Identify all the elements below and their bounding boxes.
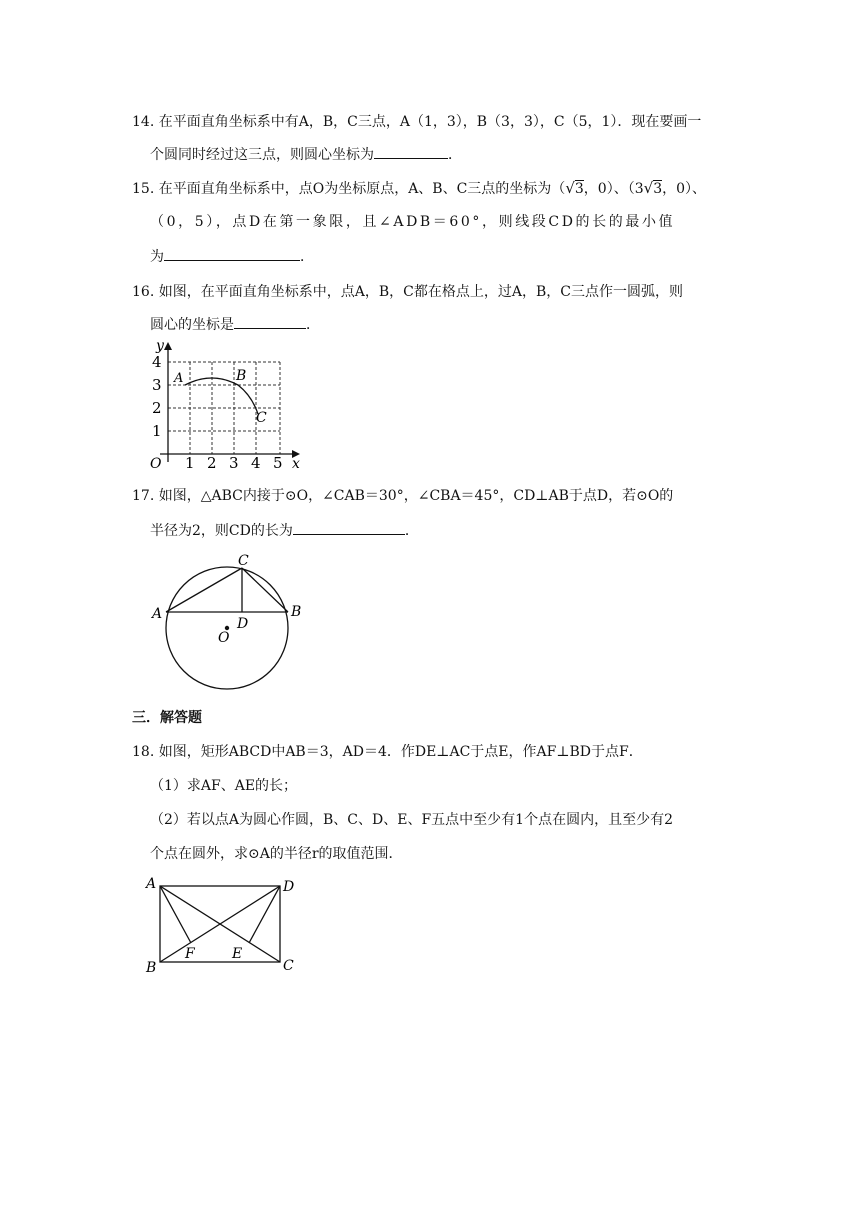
- label-b: B: [146, 960, 157, 976]
- q18-part1-text: （1）求AF、AE的长；: [150, 778, 298, 794]
- q15-line2: [150, 212, 675, 232]
- x-tick-3: 3: [229, 454, 239, 472]
- section-title: [132, 708, 202, 728]
- q14-text-2: 个圆同时经过这三点，则圆心坐标为: [150, 147, 374, 163]
- label-b: B: [291, 604, 302, 620]
- q18-text-1: 如图，矩形ABCD中AB＝3，AD＝4．作DE⊥AC于点E，作AF⊥BD于点F．: [158, 744, 643, 760]
- q17-circle-figure: [148, 552, 308, 692]
- segment-de: [249, 886, 280, 943]
- point-b-label: B: [236, 368, 247, 384]
- grid-lines: [168, 362, 280, 454]
- q17-answer-blank[interactable]: [293, 520, 405, 535]
- q14-line2: [150, 144, 462, 165]
- y-axis-arrow: [164, 342, 172, 350]
- y-axis-label: y: [156, 338, 164, 354]
- segment-bc: [242, 568, 288, 612]
- x-tick-2: 2: [207, 454, 217, 472]
- q15-text-3: 为: [150, 249, 164, 265]
- q17-text-2-end: ．: [404, 523, 419, 539]
- q18-rectangle-figure: [142, 872, 302, 976]
- section-title-text: 三．解答题: [132, 710, 202, 726]
- y-tick-2: 2: [152, 399, 162, 417]
- q14-line1: [132, 112, 701, 132]
- q15-line3: [150, 246, 314, 267]
- q14-answer-blank[interactable]: [374, 144, 448, 159]
- q14-text-1: 在平面直角坐标系中有A，B，C三点，A（1，3），B（3，3），C（5，1）．现在要画一: [158, 114, 702, 130]
- q15-text-3-end: ．: [300, 249, 314, 265]
- label-o: O: [218, 630, 230, 646]
- segment-ac: [166, 568, 242, 612]
- q17-text-1: 如图，△ABC内接于⊙O，∠CAB＝30°，∠CBA＝45°，CD⊥AB于点D，若⊙O的: [158, 488, 674, 504]
- q17-number: 17.: [132, 488, 155, 504]
- q17-line1: [132, 486, 673, 506]
- x-axis-label: x: [292, 456, 300, 472]
- y-tick-1: 1: [152, 422, 162, 440]
- label-d: D: [237, 616, 249, 632]
- label-d: D: [283, 879, 295, 895]
- q15-line1: [132, 178, 706, 199]
- arc-abc: [185, 378, 258, 414]
- point-a-label: A: [174, 371, 184, 386]
- q16-text-2-end: ．: [306, 317, 320, 333]
- q18-number: 18.: [132, 744, 155, 760]
- label-a: A: [146, 876, 157, 892]
- q15-text-2: （0，5），点D在第一象限，且∠ADB＝60°，则线段CD的长的最小值: [150, 214, 676, 230]
- q16-number: 16.: [132, 284, 155, 300]
- label-e: E: [232, 946, 243, 962]
- q15-sqrt-a: 3: [574, 181, 584, 197]
- q17-line2: [150, 520, 419, 541]
- q17-text-2: 半径为2，则CD的长为: [150, 523, 293, 539]
- q15-number: 15.: [132, 181, 155, 197]
- q16-text-2: 圆心的坐标是: [150, 317, 234, 333]
- q15-text-1c: ，0）、: [662, 181, 707, 197]
- q14-number: 14.: [132, 114, 155, 130]
- q18-part2-text-2: 个点在圆外，求⊙A的半径r的取值范围．: [150, 846, 403, 862]
- q15-sqrt-b: 3: [653, 181, 663, 197]
- y-tick-4: 4: [152, 353, 162, 371]
- q18-part1: [150, 776, 297, 796]
- label-a: A: [152, 606, 163, 622]
- q15-answer-blank[interactable]: [164, 246, 300, 261]
- label-c: C: [283, 958, 294, 974]
- sqrt-symbol-a: √: [565, 179, 575, 197]
- label-f: F: [185, 946, 195, 962]
- q18-part2-text-1: （2）若以点A为圆心作圆，B、C、D、E、F五点中至少有1个点在圆内，且至少有2: [150, 812, 673, 828]
- sqrt-symbol-b: √: [643, 179, 654, 197]
- label-c: C: [238, 553, 249, 569]
- q16-line1: [132, 282, 683, 302]
- q15-text-1b: ，0）、（3: [583, 181, 644, 197]
- q18-part2-line2: [150, 844, 403, 864]
- q16-line2: [150, 314, 320, 335]
- y-tick-3: 3: [152, 376, 162, 394]
- q14-text-2-end: ．: [448, 147, 462, 163]
- x-tick-5: 5: [273, 454, 283, 472]
- origin-label: O: [150, 456, 162, 472]
- point-c-label: C: [256, 410, 267, 426]
- x-tick-1: 1: [185, 454, 195, 472]
- q18-part2-line1: [150, 810, 673, 830]
- q15-text-1a: 在平面直角坐标系中，点O为坐标原点，A、B、C三点的坐标为（: [158, 181, 566, 197]
- x-tick-4: 4: [251, 454, 261, 472]
- q16-answer-blank[interactable]: [234, 314, 306, 329]
- q16-grid-figure: [140, 336, 310, 476]
- segment-af: [160, 886, 191, 943]
- q16-text-1: 如图，在平面直角坐标系中，点A，B，C都在格点上，过A，B，C三点作一圆弧，则: [158, 284, 683, 300]
- q18-line1: [132, 742, 643, 762]
